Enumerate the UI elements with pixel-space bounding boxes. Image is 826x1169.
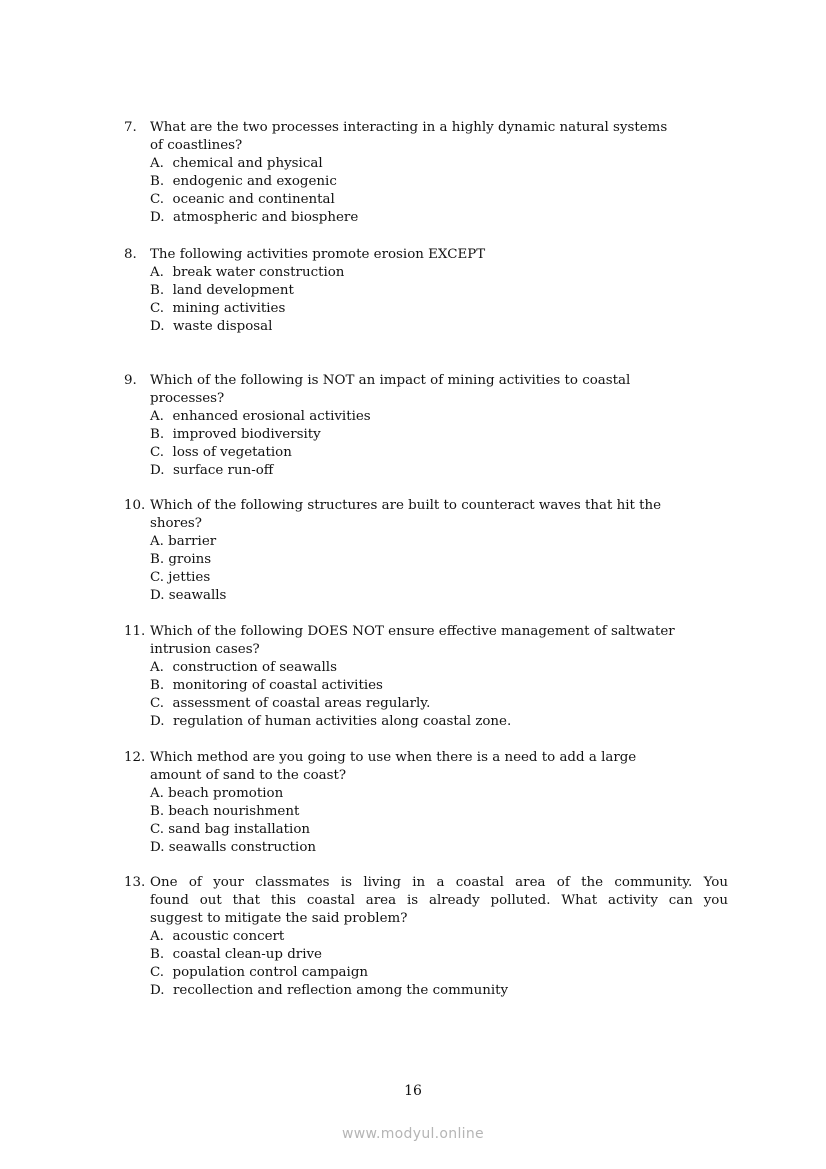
question-stem-line: found out that this coastal area is already polluted. What activity can you xyxy=(150,893,728,908)
answer-option: A. break water construction xyxy=(150,265,345,280)
page-number: 16 xyxy=(404,1083,422,1099)
question-9 xyxy=(124,372,728,480)
question-8 xyxy=(124,246,728,336)
answer-option: B. coastal clean-up drive xyxy=(150,947,322,962)
answer-option: D. atmospheric and biosphere xyxy=(150,210,359,225)
answer-option: B. groins xyxy=(150,552,212,567)
question-stem-line: Which of the following DOES NOT ensure effective management of saltwater xyxy=(150,624,675,639)
question-stem-line: Which of the following structures are built to counteract waves that hit the xyxy=(150,498,662,513)
answer-option: C. sand bag installation xyxy=(150,822,311,837)
question-stem-line: suggest to mitigate the said problem? xyxy=(150,911,408,926)
answer-option: C. loss of vegetation xyxy=(150,445,292,460)
answer-option: C. population control campaign xyxy=(150,965,369,980)
answer-option: C. oceanic and continental xyxy=(150,192,335,207)
question-stem-line: of coastlines? xyxy=(150,138,243,153)
answer-option: B. monitoring of coastal activities xyxy=(150,678,383,693)
question-number: 7. xyxy=(124,120,137,135)
question-stem-line: One of your classmates is living in a coastal area of the community. You xyxy=(150,875,728,890)
answer-option: C. jetties xyxy=(150,570,211,585)
question-number: 13. xyxy=(124,875,146,890)
question-stem-line: What are the two processes interacting in a highly dynamic natural systems xyxy=(150,120,668,135)
answer-option: A. enhanced erosional activities xyxy=(150,409,371,424)
answer-option: B. land development xyxy=(150,283,294,298)
question-number: 10. xyxy=(124,498,146,513)
question-12 xyxy=(124,749,728,857)
question-number: 11. xyxy=(124,624,146,639)
answer-option: A. chemical and physical xyxy=(150,156,323,171)
question-stem-line: The following activities promote erosion EXCEPT xyxy=(150,247,486,262)
question-number: 8. xyxy=(124,247,137,262)
question-stem-line: intrusion cases? xyxy=(150,642,260,657)
question-11 xyxy=(124,623,728,731)
question-stem-line: processes? xyxy=(150,391,225,406)
answer-option: B. beach nourishment xyxy=(150,804,300,819)
answer-option: C. mining activities xyxy=(150,301,286,316)
question-stem-line: shores? xyxy=(150,516,202,531)
answer-option: A. construction of seawalls xyxy=(150,660,337,675)
answer-option: A. barrier xyxy=(150,534,217,549)
answer-option: D. regulation of human activities along coastal zone. xyxy=(150,714,512,729)
watermark: www.modyul.online xyxy=(342,1126,484,1142)
question-stem-line: Which method are you going to use when there is a need to add a large xyxy=(150,750,637,765)
question-number: 12. xyxy=(124,750,146,765)
answer-option: A. acoustic concert xyxy=(150,929,285,944)
answer-option: B. improved biodiversity xyxy=(150,427,321,442)
answer-option: D. seawalls construction xyxy=(150,840,317,855)
question-7 xyxy=(124,119,728,227)
question-10 xyxy=(124,497,728,605)
question-stem-line: Which of the following is NOT an impact of mining activities to coastal xyxy=(150,373,631,388)
question-number: 9. xyxy=(124,373,137,388)
answer-option: B. endogenic and exogenic xyxy=(150,174,337,189)
answer-option: C. assessment of coastal areas regularly. xyxy=(150,696,431,711)
question-stem-line: amount of sand to the coast? xyxy=(150,768,347,783)
answer-option: A. beach promotion xyxy=(150,786,284,801)
answer-option: D. recollection and reflection among the community xyxy=(150,983,509,998)
answer-option: D. surface run-off xyxy=(150,463,274,478)
question-13 xyxy=(124,874,728,1000)
answer-option: D. waste disposal xyxy=(150,319,273,334)
answer-option: D. seawalls xyxy=(150,588,227,603)
